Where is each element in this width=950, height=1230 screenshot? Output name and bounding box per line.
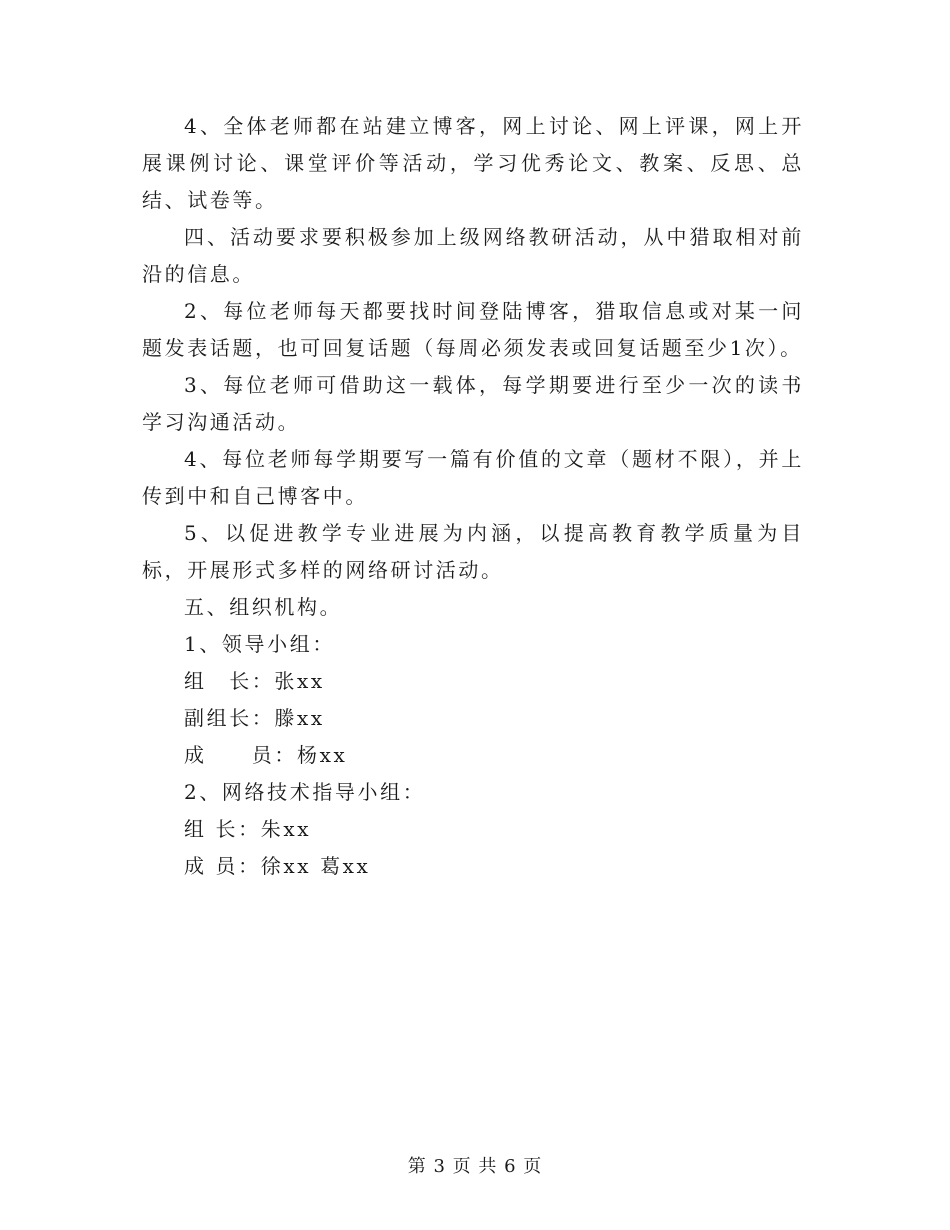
paragraph-article-writing: 4、每位老师每学期要写一篇有价值的文章（题材不限），并上传到中和自己博客中。 — [142, 447, 804, 508]
document-body — [142, 108, 804, 885]
page-number-footer: 第 3 页 共 6 页 — [407, 1156, 543, 1177]
member-line: 成 员：杨xx — [184, 743, 348, 767]
paragraph-reading-exchange: 3、每位老师可借助这一载体，每学期要进行至少一次的读书学习沟通活动。 — [142, 373, 804, 434]
paragraph-activity-requirements: 四、活动要求要积极参加上级网络教研活动，从中猎取相对前沿的信息。 — [142, 225, 804, 286]
deputy-leader-line: 副组长：滕xx — [184, 706, 325, 730]
section-heading-organization: 五、组织机构。 — [184, 595, 343, 619]
tech-leader-line: 组 长：朱xx — [184, 817, 312, 841]
tech-group-heading: 2、网络技术指导小组： — [184, 780, 426, 804]
leadership-group-heading: 1、领导小组： — [184, 632, 335, 656]
paragraph-blog-activities: 4、全体老师都在站建立博客，网上讨论、网上评课，网上开展课例讨论、课堂评价等活动，学习优秀论文、教案、反思、总结、试卷等。 — [142, 114, 804, 212]
tech-members-line: 成 员：徐xx 葛xx — [184, 854, 371, 878]
leader-line: 组 长：张xx — [184, 669, 325, 693]
paragraph-research-goal: 5、以促进教学专业进展为内涵，以提高教育教学质量为目标，开展形式多样的网络研讨活动。 — [142, 521, 804, 582]
paragraph-daily-login: 2、每位老师每天都要找时间登陆博客，猎取信息或对某一问题发表话题，也可回复话题（每周必须发表或回复话题至少1次）。 — [142, 299, 804, 360]
